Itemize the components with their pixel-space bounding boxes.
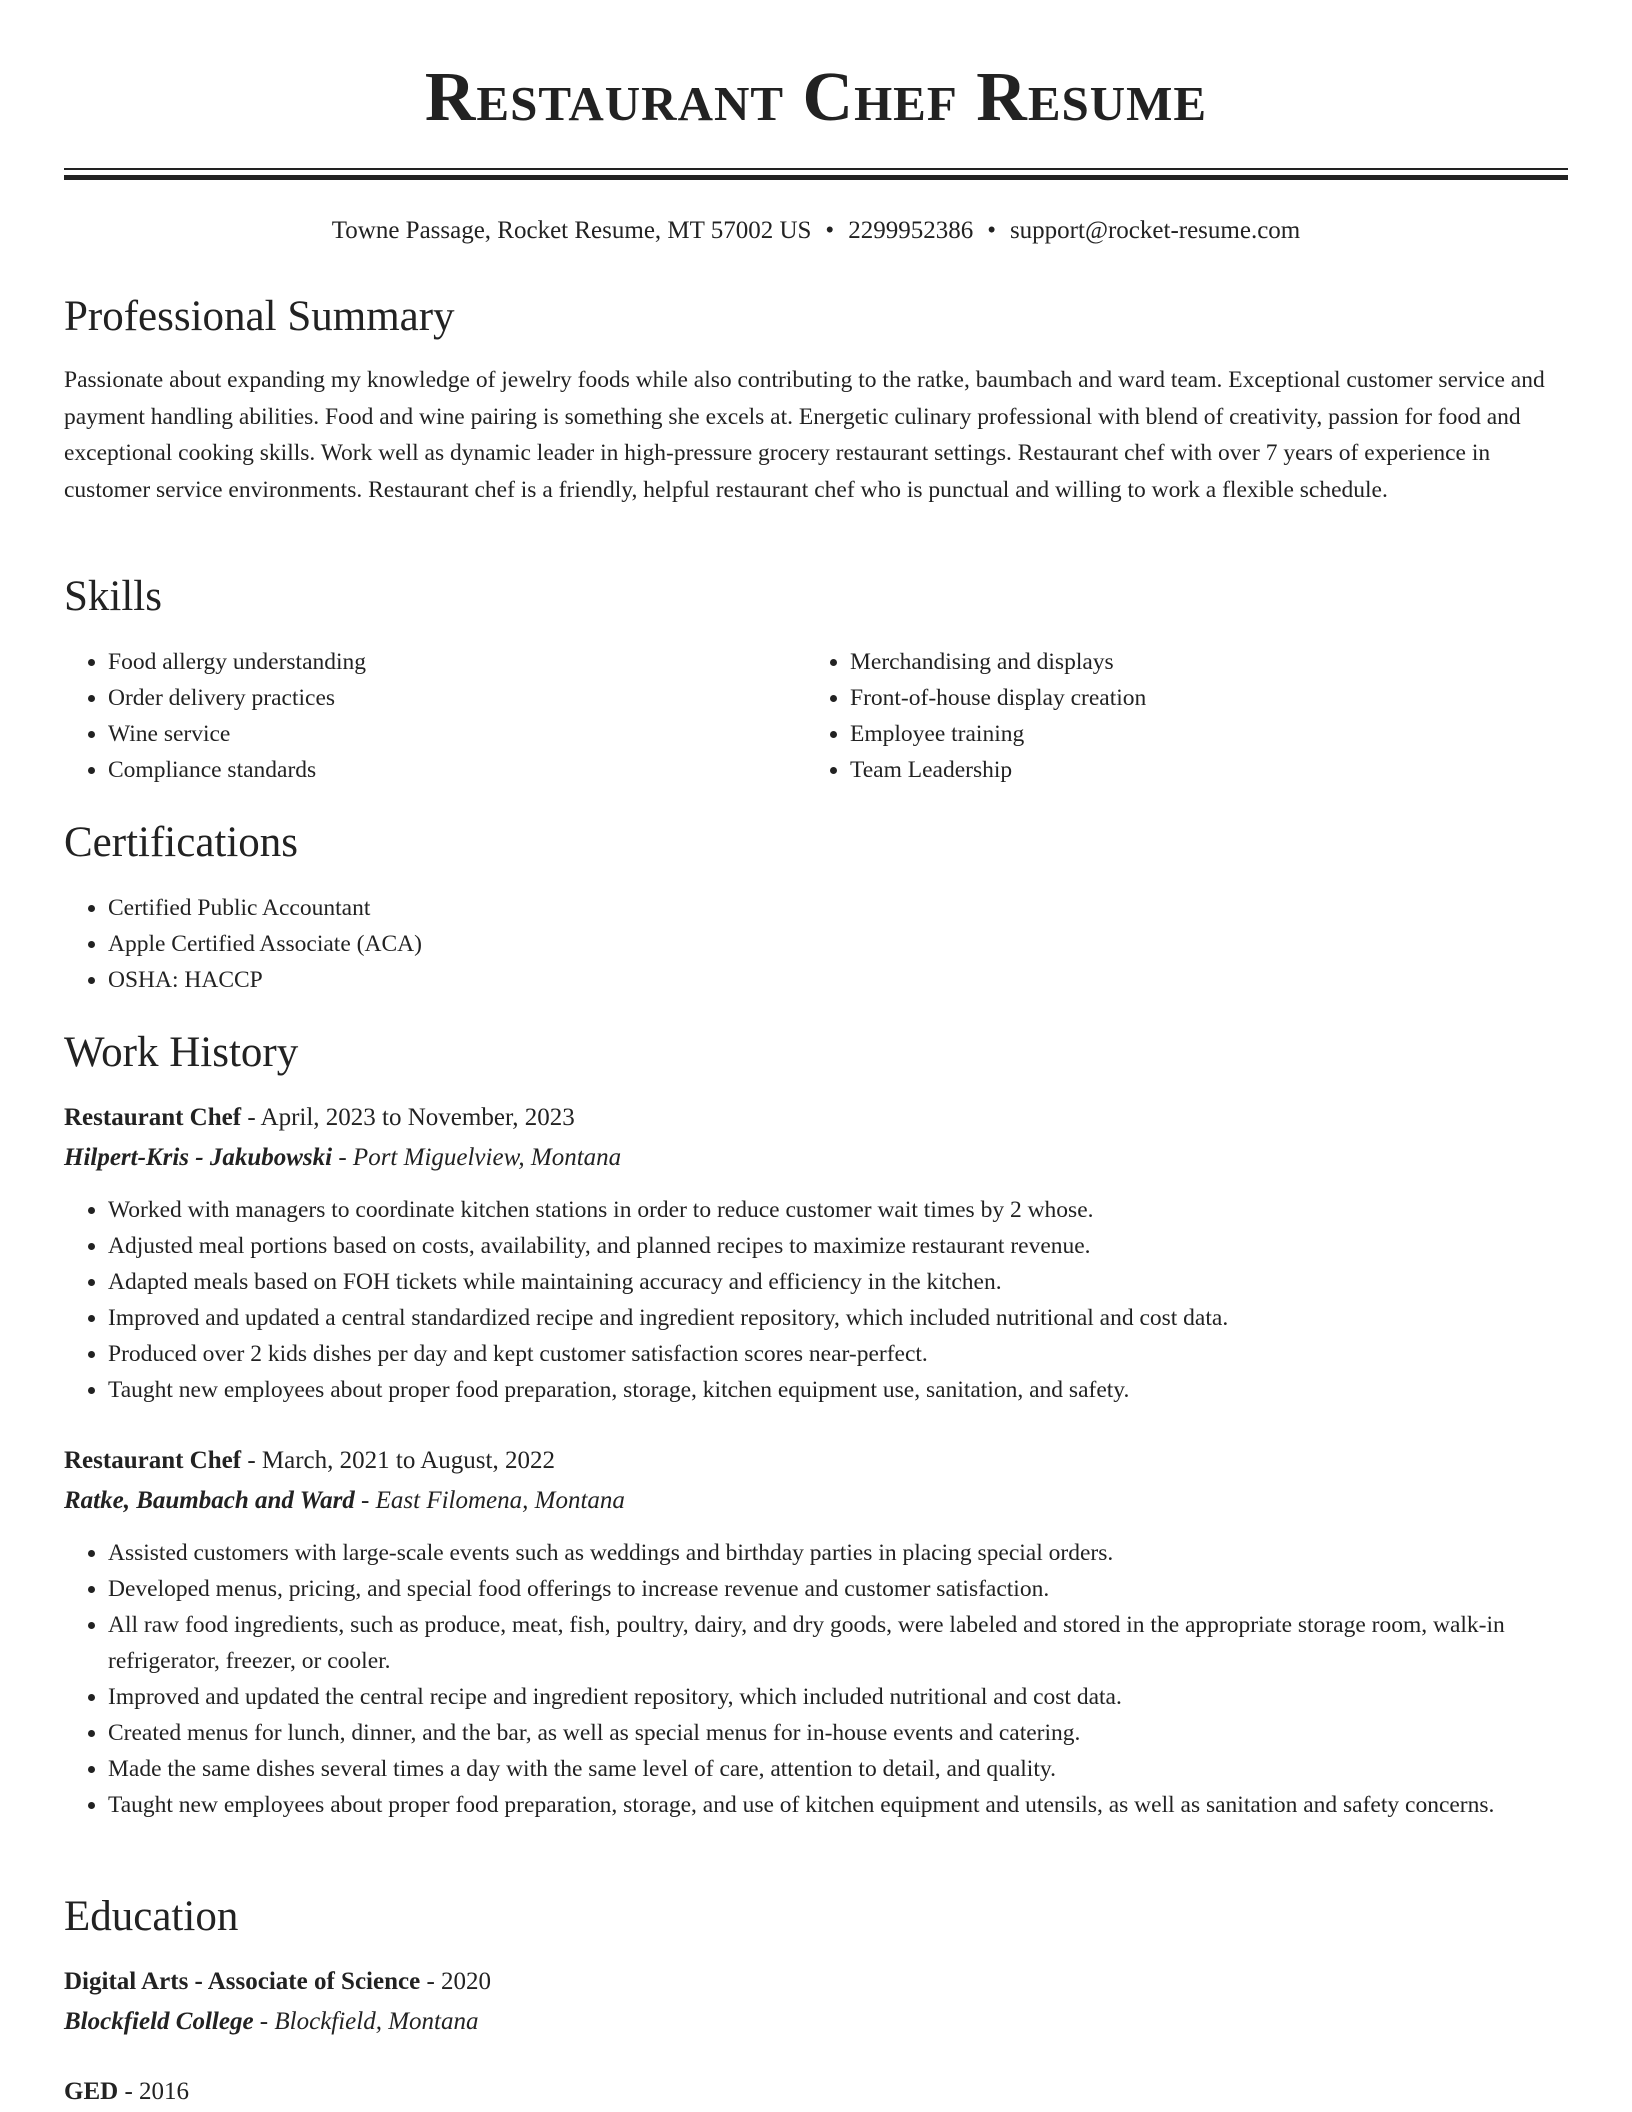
- job-bullet: • Taught new employees about proper food preparation, storage, kitchen equipment use, sanitation, and safety.: [108, 1372, 1568, 1408]
- dash: -: [241, 1447, 262, 1474]
- contact-separator: •: [987, 217, 996, 244]
- title-divider-thick: [64, 175, 1568, 180]
- job-company-line: [64, 1140, 621, 1176]
- job-bullets: [64, 1192, 1568, 1408]
- skill-item: • Wine service: [108, 716, 808, 752]
- resume-page: [64, 0, 1568, 2105]
- dash: -: [118, 2078, 140, 2105]
- certification-item: • OSHA: HACCP: [108, 962, 1568, 998]
- job-bullet: • Adapted meals based on FOH tickets while maintaining accuracy and efficiency in the kitchen.: [108, 1264, 1568, 1300]
- job-bullet: • Worked with managers to coordinate kitchen stations in order to reduce customer wait times by 2 whose.: [108, 1192, 1568, 1228]
- contact-separator: •: [825, 217, 835, 244]
- certifications-list: [64, 890, 1568, 998]
- job-title: Restaurant Chef: [64, 1447, 242, 1474]
- contact-address: Towne Passage, Rocket Resume, MT 57002 US: [331, 217, 812, 244]
- education-heading: Education: [64, 1893, 239, 1940]
- skill-item: • Employee training: [850, 716, 1590, 752]
- job-title: Restaurant Chef: [64, 1104, 242, 1131]
- dash: -: [253, 2008, 275, 2035]
- contact-line: [64, 214, 1568, 248]
- skills-list-left: [64, 644, 808, 788]
- job-company: Hilpert-Kris - Jakubowski: [64, 1144, 333, 1171]
- job-location: Port Miguelview, Montana: [352, 1144, 622, 1171]
- skill-item: • Compliance standards: [108, 752, 808, 788]
- skills-heading: Skills: [64, 573, 162, 620]
- skill-item: • Food allergy understanding: [108, 644, 808, 680]
- contact-phone: 2299952386: [848, 217, 974, 244]
- job-bullet: • Improved and updated the central recipe and ingredient repository, which included nutritional and cost data.: [108, 1679, 1568, 1715]
- job-bullet: • Produced over 2 kids dishes per day and kept customer satisfaction scores near-perfect.: [108, 1336, 1568, 1372]
- job-title-line: [64, 1100, 575, 1136]
- job-dates: March, 2021 to August, 2022: [261, 1447, 555, 1474]
- job-title-line: [64, 1443, 555, 1479]
- education-degree: Digital Arts - Associate of Science: [64, 1968, 421, 1995]
- skill-item: • Front-of-house display creation: [850, 680, 1590, 716]
- job-bullet: • Developed menus, pricing, and special food offerings to increase revenue and customer satisfaction.: [108, 1571, 1568, 1607]
- job-bullet: • Created menus for lunch, dinner, and the bar, as well as special menus for in-house events and catering.: [108, 1715, 1568, 1751]
- skill-item: • Order delivery practices: [108, 680, 808, 716]
- skill-item: • Team Leadership: [850, 752, 1590, 788]
- summary-heading: Professional Summary: [64, 293, 455, 340]
- work-history-heading: Work History: [64, 1029, 299, 1076]
- education-school: Blockfield College: [64, 2008, 254, 2035]
- job-dates: April, 2023 to November, 2023: [260, 1104, 575, 1131]
- education-location: Blockfield, Montana: [274, 2008, 479, 2035]
- dash: -: [420, 1968, 442, 1995]
- dash: -: [241, 1104, 261, 1131]
- contact-email[interactable]: support@rocket-resume.com: [1009, 217, 1301, 244]
- education-degree: GED: [64, 2078, 119, 2105]
- education-degree-line: [64, 2074, 189, 2110]
- summary-text: Passionate about expanding my knowledge of jewelry foods while also contributing to the ratke, baumbach and ward team. Exceptional customer service and payment handling abilities. Food and wine pairing is something she excels at. Energetic culinary professional with blend of creativity, passion for food and exceptional cooking skills. Work well as dynamic leader in high-pressure grocery restaurant settings. Restaurant chef with over 7 years of experience in customer service environments. Restaurant chef is a friendly, helpful restaurant chef who is punctual and willing to work a flexible schedule.: [64, 367, 1545, 503]
- job-bullet: • Adjusted meal portions based on costs, availability, and planned recipes to maximize restaurant revenue.: [108, 1228, 1568, 1264]
- education-year: 2020: [441, 1968, 492, 1995]
- dash: -: [354, 1487, 376, 1514]
- education-school-line: [64, 2004, 479, 2040]
- certification-item: • Apple Certified Associate (ACA): [108, 926, 1568, 962]
- education-year: 2016: [139, 2078, 190, 2105]
- skills-list-right: [806, 644, 1590, 788]
- job-bullet: • All raw food ingredients, such as produce, meat, fish, poultry, dairy, and dry goods, were labeled and stored in the appropriate storage room, walk-in refrigerator, freezer, or cooler.: [108, 1607, 1568, 1679]
- education-degree-line: [64, 1964, 491, 2000]
- skill-item: • Merchandising and displays: [850, 644, 1590, 680]
- job-company: Ratke, Baumbach and Ward: [64, 1487, 355, 1514]
- job-bullet: • Assisted customers with large-scale events such as weddings and birthday parties in placing special orders.: [108, 1535, 1568, 1571]
- job-bullet: • Made the same dishes several times a day with the same level of care, attention to detail, and quality.: [108, 1751, 1568, 1787]
- job-company-line: [64, 1483, 625, 1519]
- job-bullet: • Improved and updated a central standardized recipe and ingredient repository, which included nutritional and cost data.: [108, 1300, 1568, 1336]
- dash: -: [332, 1144, 353, 1171]
- job-bullet: • Taught new employees about proper food preparation, storage, and use of kitchen equipment and utensils, as well as sanitation and safety concerns.: [108, 1787, 1568, 1823]
- title-divider-thin: [64, 168, 1568, 170]
- job-bullets: [64, 1535, 1568, 1823]
- resume-title: Restaurant Chef Resume: [424, 59, 1208, 136]
- certification-item: • Certified Public Accountant: [108, 890, 1568, 926]
- job-location: East Filomena, Montana: [375, 1487, 625, 1514]
- certifications-heading: Certifications: [64, 819, 299, 866]
